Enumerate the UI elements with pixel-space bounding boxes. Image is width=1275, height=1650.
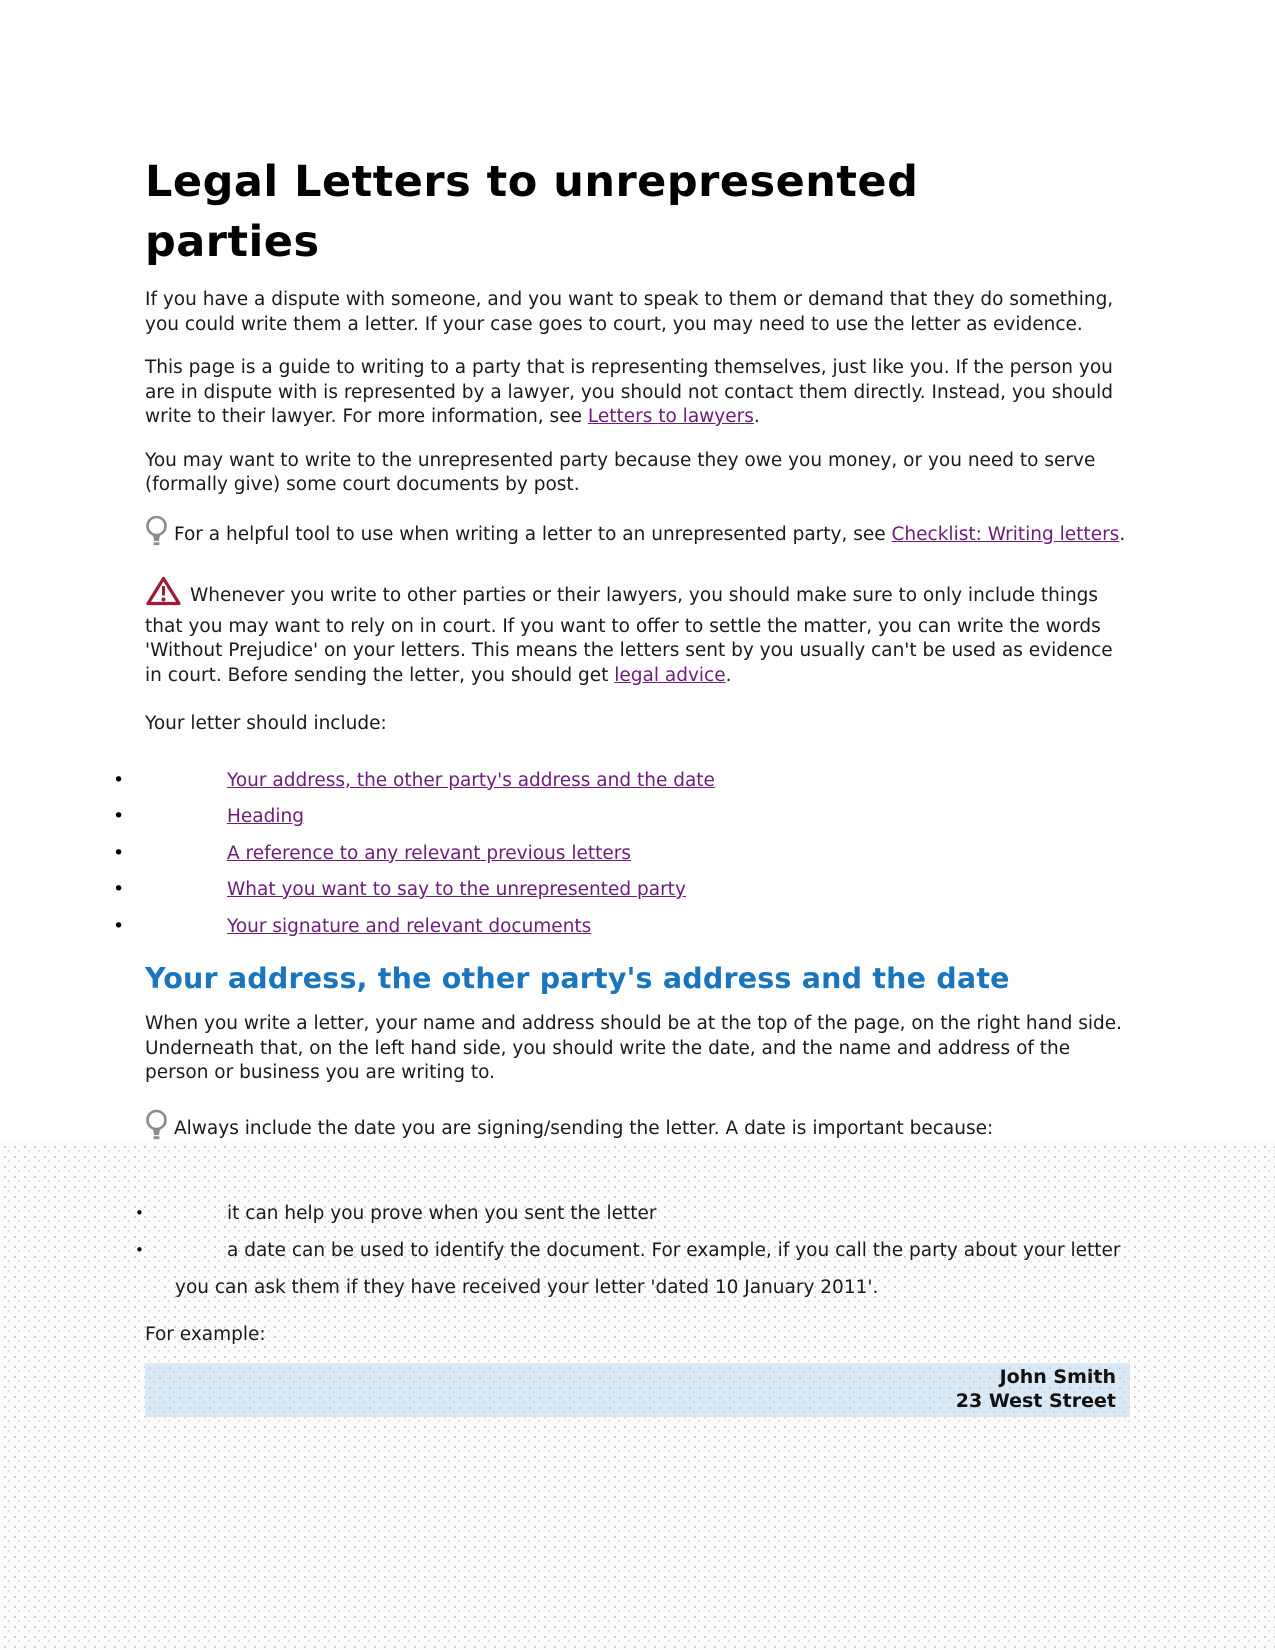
list-item [135,1232,1130,1306]
example-letter-box [145,1363,1130,1417]
lightbulb-icon [145,1108,168,1152]
paragraph-text: . [753,406,760,427]
tip-paragraph-2 [145,1108,1130,1152]
list-item-text: a date can be used to identify the document. For example, if you call the party about your letter you can ask them if they have received your letter 'dated 10 January 2011'. [175,1240,1121,1298]
paragraph-text: . [725,664,732,686]
letters-to-lawyers-link[interactable]: Letters to lawyers [587,406,754,427]
bullet-icon: • [113,878,125,900]
list-item [113,841,1130,867]
page-title: Legal Letters to unrepresented parties [145,157,919,267]
toc-link-what-to-say[interactable]: What you want to say to the unrepresented party [227,879,686,900]
bullet-icon: • [135,1204,144,1222]
toc-link-previous-letters[interactable]: A reference to any relevant previous letters [227,842,631,864]
list-item [113,914,1130,940]
paragraph-text: . [1119,523,1126,545]
list-item [113,768,1130,794]
paragraph-text: Whenever you write to other parties or their lawyers, you should make sure to only include things that you may want to rely on in court. If you want to offer to settle the matter, you can write the words 'Without Prejudice' on your letters. This means the letters sent by you usually can't be used as evidence in court. Before sending the letter, you should get [145,585,1113,686]
bullet-icon: • [113,914,125,937]
paragraph-text: Always include the date you are signing/sending the letter. A date is important because: [174,1117,994,1139]
bullet-icon: • [135,1241,144,1259]
example-sender-street: 23 West Street [955,1389,1116,1412]
lightbulb-icon [145,514,168,558]
intro-paragraph-3: You may want to write to the unrepresented party because they owe you money, or you need to serve (formally give) some court documents by post. [145,449,1096,495]
bullet-icon: • [113,841,125,864]
checklist-writing-letters-link[interactable]: Checklist: Writing letters [891,523,1120,545]
intro-paragraph-1: If you have a dispute with someone, and you want to speak to them or demand that they do something, you could write them a letter. If your case goes to court, you may need to use the letter as evidence. [145,289,1114,335]
toc-link-address-date[interactable]: Your address, the other party's address and the date [227,769,715,791]
letter-contents-link-list [113,768,1130,940]
list-item [135,1195,1130,1232]
bullet-icon: • [113,805,125,827]
section-body-paragraph: When you write a letter, your name and address should be at the top of the page, on the right hand side. Underneath that, on the left hand side, you should write the date, and the name and address of the person or business you are writing to. [145,1013,1123,1083]
paragraph-text: This page is a guide to writing to a party that is representing themselves, just like you. If the person you are in dispute with is represented by a lawyer, you should not contact them directly. Instead, you should write to their lawyer. For more information, see [145,357,1113,427]
legal-advice-link[interactable]: legal advice [614,664,726,686]
list-item [113,878,1130,903]
warning-paragraph [145,575,1130,688]
for-example-label: For example: [145,1324,266,1345]
paragraph-text: For a helpful tool to use when writing a letter to an unrepresented party, see [174,523,892,545]
list-item-text: it can help you prove when you sent the letter [227,1203,657,1224]
example-sender-name: John Smith [999,1365,1116,1388]
warning-triangle-icon [145,575,182,615]
bullet-icon: • [113,768,125,791]
toc-link-signature-documents[interactable]: Your signature and relevant documents [227,915,592,937]
toc-link-heading[interactable]: Heading [227,806,304,827]
intro-paragraph-2 [145,356,1130,430]
date-reasons-list [135,1195,1130,1306]
list-item [113,805,1130,830]
include-intro-text: Your letter should include: [145,713,387,734]
document-page [113,0,1130,1417]
tip-paragraph-1 [145,514,1130,558]
section-heading: Your address, the other party's address and the date [145,962,1010,995]
